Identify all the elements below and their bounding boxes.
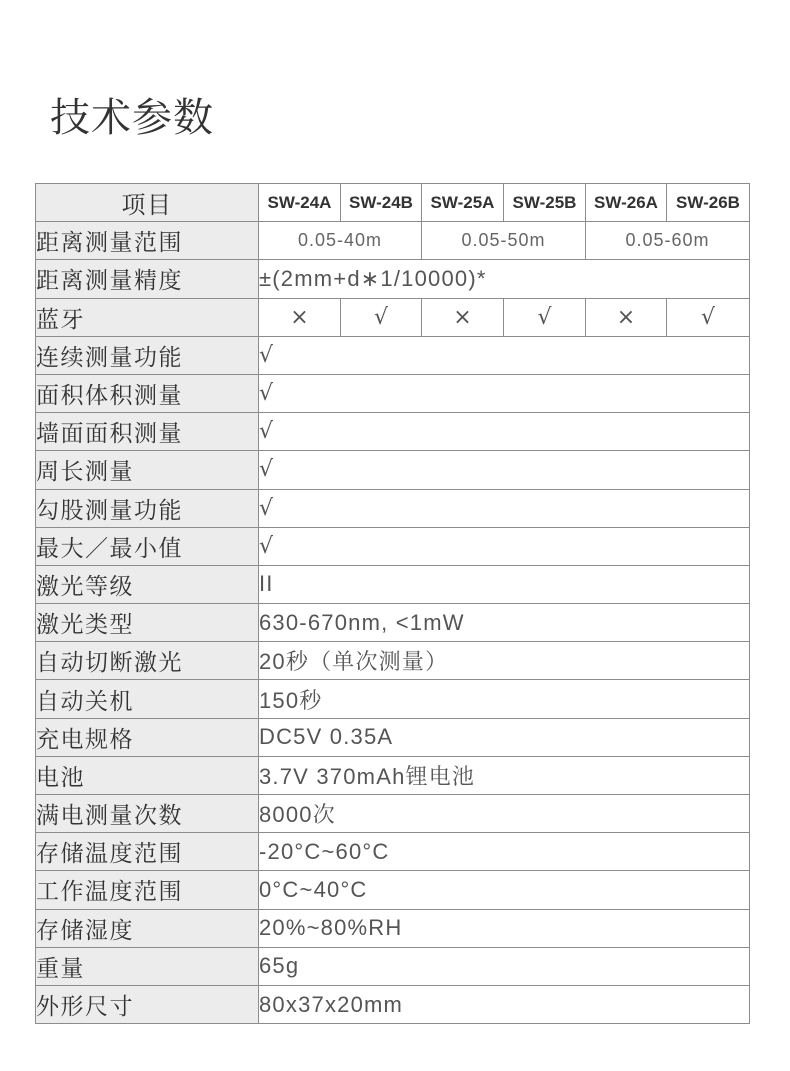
spec-row-operating-temperature	[36, 871, 750, 909]
spec-label: 周长测量	[36, 451, 259, 489]
spec-row-laser-class	[36, 565, 750, 603]
bluetooth-value-sw-24a: ×	[259, 298, 341, 336]
range-value-sw-26: 0.05-60m	[586, 222, 750, 260]
spec-table	[35, 183, 750, 1024]
spec-label: 墙面面积测量	[36, 413, 259, 451]
model-header-sw-24b: SW-24B	[341, 184, 422, 222]
spec-value: 150秒	[259, 680, 750, 718]
bluetooth-value-sw-24b: √	[341, 298, 422, 336]
spec-label: 最大／最小值	[36, 527, 259, 565]
spec-row-battery	[36, 756, 750, 794]
model-header-sw-25a: SW-25A	[422, 184, 504, 222]
spec-label: 重量	[36, 947, 259, 985]
check-mark: √	[259, 527, 750, 565]
spec-row-max-min	[36, 527, 750, 565]
bluetooth-value-sw-26b: √	[667, 298, 750, 336]
spec-row-pythagorean	[36, 489, 750, 527]
spec-label: 连续测量功能	[36, 336, 259, 374]
spec-label: 自动关机	[36, 680, 259, 718]
spec-label: 充电规格	[36, 718, 259, 756]
spec-row-measurements-per-charge	[36, 795, 750, 833]
model-header-sw-26a: SW-26A	[586, 184, 667, 222]
spec-row-storage-humidity	[36, 909, 750, 947]
page-title: 技术参数	[50, 95, 214, 141]
spec-label: 存储湿度	[36, 909, 259, 947]
spec-value: 65g	[259, 947, 750, 985]
spec-value: ±(2mm+d∗1/10000)*	[259, 260, 750, 298]
spec-value: 20秒（单次测量）	[259, 642, 750, 680]
spec-label: 距离测量范围	[36, 222, 259, 260]
check-mark: √	[259, 413, 750, 451]
spec-label: 面积体积测量	[36, 374, 259, 412]
spec-row-distance-accuracy	[36, 260, 750, 298]
spec-row-storage-temperature	[36, 833, 750, 871]
spec-value: 630-670nm, <1mW	[259, 604, 750, 642]
spec-value: 80x37x20mm	[259, 985, 750, 1023]
spec-row-auto-power-off	[36, 680, 750, 718]
spec-value: 8000次	[259, 795, 750, 833]
model-header-sw-24a: SW-24A	[259, 184, 341, 222]
spec-value: 20%~80%RH	[259, 909, 750, 947]
bluetooth-value-sw-25a: ×	[422, 298, 504, 336]
spec-label: 工作温度范围	[36, 871, 259, 909]
check-mark: √	[259, 489, 750, 527]
spec-value: 3.7V 370mAh锂电池	[259, 756, 750, 794]
header-label-cell: 项目	[36, 184, 259, 222]
spec-row-bluetooth	[36, 298, 750, 336]
spec-label: 满电测量次数	[36, 795, 259, 833]
spec-row-weight	[36, 947, 750, 985]
spec-label: 存储温度范围	[36, 833, 259, 871]
header-row	[36, 184, 750, 222]
bluetooth-value-sw-25b: √	[504, 298, 586, 336]
check-mark: √	[259, 336, 750, 374]
spec-value: II	[259, 565, 750, 603]
spec-row-continuous-measurement	[36, 336, 750, 374]
bluetooth-value-sw-26a: ×	[586, 298, 667, 336]
spec-label: 激光类型	[36, 604, 259, 642]
spec-label: 外形尺寸	[36, 985, 259, 1023]
check-mark: √	[259, 374, 750, 412]
check-mark: √	[259, 451, 750, 489]
spec-row-area-volume	[36, 374, 750, 412]
spec-row-wall-area	[36, 413, 750, 451]
spec-label: 勾股测量功能	[36, 489, 259, 527]
spec-value: -20°C~60°C	[259, 833, 750, 871]
spec-value: DC5V 0.35A	[259, 718, 750, 756]
spec-label: 激光等级	[36, 565, 259, 603]
spec-row-distance-range	[36, 222, 750, 260]
spec-label: 蓝牙	[36, 298, 259, 336]
spec-row-dimensions	[36, 985, 750, 1023]
spec-row-laser-type	[36, 604, 750, 642]
range-value-sw-24: 0.05-40m	[259, 222, 422, 260]
spec-row-charging	[36, 718, 750, 756]
model-header-sw-26b: SW-26B	[667, 184, 750, 222]
spec-label: 自动切断激光	[36, 642, 259, 680]
spec-label: 距离测量精度	[36, 260, 259, 298]
spec-label: 电池	[36, 756, 259, 794]
model-header-sw-25b: SW-25B	[504, 184, 586, 222]
spec-row-perimeter	[36, 451, 750, 489]
spec-row-auto-laser-off	[36, 642, 750, 680]
spec-value: 0°C~40°C	[259, 871, 750, 909]
range-value-sw-25: 0.05-50m	[422, 222, 586, 260]
